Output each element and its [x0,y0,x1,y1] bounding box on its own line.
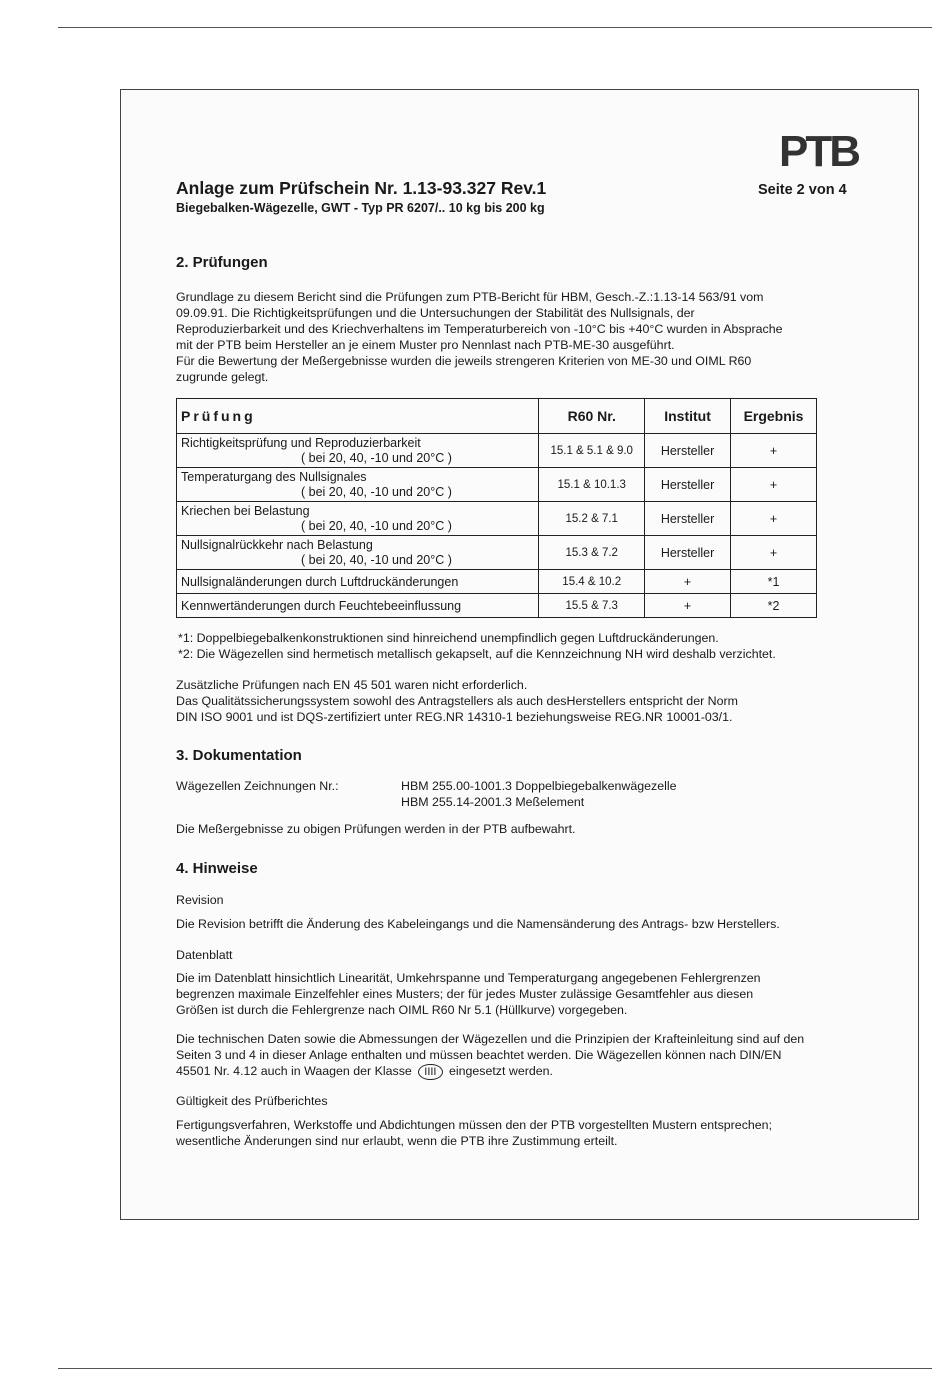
test-condition: ( bei 20, 40, -10 und 20°C ) [301,552,452,567]
klasse-text-post: eingesetzt werden. [448,1064,553,1078]
paragraph-line: zugrunde gelegt. [176,370,269,384]
drawing-item: HBM 255.00-1001.3 Doppelbiegebalkenwägezelle [401,779,677,793]
test-condition: ( bei 20, 40, -10 und 20°C ) [301,518,452,533]
page-top-rule [58,27,932,28]
paragraph-line: Seiten 3 und 4 in dieser Anlage enthalten und müssen beachtet werden. Die Wägezellen können nach DIN/EN [176,1048,782,1062]
paragraph-line: Das Qualitätssicherungssystem sowohl des Antragstellers als auch desHerstellers entspricht der Norm [176,694,738,708]
institut-cell: Hersteller [645,434,731,468]
table-row [177,468,817,502]
document-subtitle: Biegebalken-Wägezelle, GWT - Typ PR 6207/.. 10 kg bis 200 kg [176,201,545,215]
paragraph-line: Reproduzierbarkeit und des Kriechverhaltens im Temperaturbereich von -10°C bis +40°C wurden in Absprache [176,322,783,336]
paragraph-line: begrenzen maximale Einzelfehler eines Musters; der für jedes Muster zulässige Gesamtfehler aus diesen [176,987,754,1001]
paragraph-line: Die im Datenblatt hinsichtlich Linearität, Umkehrspanne und Temperaturgang angegebenen Fehlergrenzen [176,971,761,985]
drawings-label: Wägezellen Zeichnungen Nr.: [176,779,339,793]
test-condition: ( bei 20, 40, -10 und 20°C ) [301,450,452,465]
footnote: *1: Doppelbiegebalkenkonstruktionen sind hinreichend unempfindlich gegen Luftdruckänderungen. [178,631,719,645]
r60-cell: 15.3 & 7.2 [539,536,645,570]
section-heading-pruefungen: 2. Prüfungen [176,254,268,271]
klasse-text-pre: 45501 Nr. 4.12 auch in Waagen der Klasse [176,1064,412,1078]
paragraph-line: 09.09.91. Die Richtigkeitsprüfungen und die Untersuchungen der Stabilität des Nullsignals, der [176,306,695,320]
r60-cell: 15.1 & 5.1 & 9.0 [539,434,645,468]
paragraph-line: mit der PTB beim Hersteller an je einem Muster pro Nennlast nach PTB-ME-30 ausgeführt. [176,338,675,352]
test-name-cell [177,434,539,468]
section2-paragraph [176,289,866,385]
r60-cell: 15.4 & 10.2 [539,570,645,594]
datenblatt-paragraph [176,970,866,1018]
test-name: Nullsignalrückkehr nach Belastung [181,537,373,552]
page-bottom-rule [58,1368,932,1369]
paragraph-line: Grundlage zu diesem Bericht sind die Prüfungen zum PTB-Bericht für HBM, Gesch.-Z.:1.13-14 563/91 vom [176,290,764,304]
revision-text: Die Revision betrifft die Änderung des Kabeleingangs und die Namensänderung des Antrags- bzw Herstellers. [176,917,780,931]
paragraph-line: Größen ist durch die Fehlergrenze nach OIML R60 Nr 5.1 (Hüllkurve) vorgegeben. [176,1003,628,1017]
ergebnis-cell: *2 [731,594,817,618]
paragraph-line: Zusätzliche Prüfungen nach EN 45 501 waren nicht erforderlich. [176,678,528,692]
r60-cell: 15.2 & 7.1 [539,502,645,536]
paragraph-line: Fertigungsverfahren, Werkstoffe und Abdichtungen müssen den der PTB vorgestellten Mustern entsprechen; [176,1118,773,1132]
results-storage-note: Die Meßergebnisse zu obigen Prüfungen werden in der PTB aufbewahrt. [176,822,576,836]
paragraph-line: Die technischen Daten sowie die Abmessungen der Wägezellen und die Prinzipien der Krafteinleitung sind auf den [176,1032,805,1046]
ergebnis-cell: + [731,502,817,536]
test-name-cell [177,536,539,570]
ergebnis-cell: + [731,468,817,502]
revision-title: Revision [176,893,224,907]
accuracy-class-symbol: IIII [418,1064,442,1080]
institut-cell: + [645,570,731,594]
table-row [177,434,817,468]
document-title: Anlage zum Prüfschein Nr. 1.13-93.327 Rev.1 [176,178,547,198]
header-institut: Institut [645,399,731,434]
drawing-item: HBM 255.14-2001.3 Meßelement [401,795,585,809]
paragraph-line: Für die Bewertung der Meßergebnisse wurden die jeweils strengeren Kriterien von ME-30 und OIML R60 [176,354,752,368]
test-name: Temperaturgang des Nullsignales [181,469,367,484]
scanned-document-frame [120,89,919,1220]
paragraph-line: wesentliche Änderungen sind nur erlaubt, wenn die PTB ihre Zustimmung erteilt. [176,1134,618,1148]
ergebnis-cell: + [731,434,817,468]
page-number: Seite 2 von 4 [758,182,847,198]
section-heading-hinweise: 4. Hinweise [176,860,258,877]
section-heading-dokumentation: 3. Dokumentation [176,747,302,764]
header-r60: R60 Nr. [539,399,645,434]
institut-cell: + [645,594,731,618]
test-name-cell: Nullsignaländerungen durch Luftdruckänderungen [177,570,539,594]
test-name-cell [177,468,539,502]
test-name: Richtigkeitsprüfung und Reproduzierbarkeit [181,435,421,450]
institut-cell: Hersteller [645,468,731,502]
test-name-cell [177,502,539,536]
table-row [177,594,817,618]
test-condition: ( bei 20, 40, -10 und 20°C ) [301,484,452,499]
validity-title: Gültigkeit des Prüfberichtes [176,1094,328,1108]
footnote: *2: Die Wägezellen sind hermetisch metallisch gekapselt, auf die Kennzeichnung NH wird deshalb verzichtet. [178,647,776,661]
table-header-row [177,399,817,434]
datenblatt-title: Datenblatt [176,948,233,962]
ergebnis-cell: *1 [731,570,817,594]
r60-cell: 15.5 & 7.3 [539,594,645,618]
table-row [177,502,817,536]
test-name: Kriechen bei Belastung [181,503,310,518]
test-name-cell: Kennwertänderungen durch Feuchtebeeinflussung [177,594,539,618]
technical-data-paragraph [176,1031,866,1080]
r60-cell: 15.1 & 10.1.3 [539,468,645,502]
paragraph-line [176,1063,866,1080]
additional-tests-paragraph [176,677,866,725]
table-footnotes [178,630,878,662]
ptb-logo: PTB [779,127,858,176]
table-row [177,536,817,570]
table-row [177,570,817,594]
institut-cell: Hersteller [645,536,731,570]
ergebnis-cell: + [731,536,817,570]
header-pruefung: Prüfung [177,399,539,434]
header-ergebnis: Ergebnis [731,399,817,434]
drawings-row [176,779,677,793]
validity-paragraph [176,1117,866,1149]
institut-cell: Hersteller [645,502,731,536]
paragraph-line: DIN ISO 9001 und ist DQS-zertifiziert unter REG.NR 14310-1 beziehungsweise REG.NR 10001-03/1. [176,710,733,724]
test-results-table [176,398,817,618]
